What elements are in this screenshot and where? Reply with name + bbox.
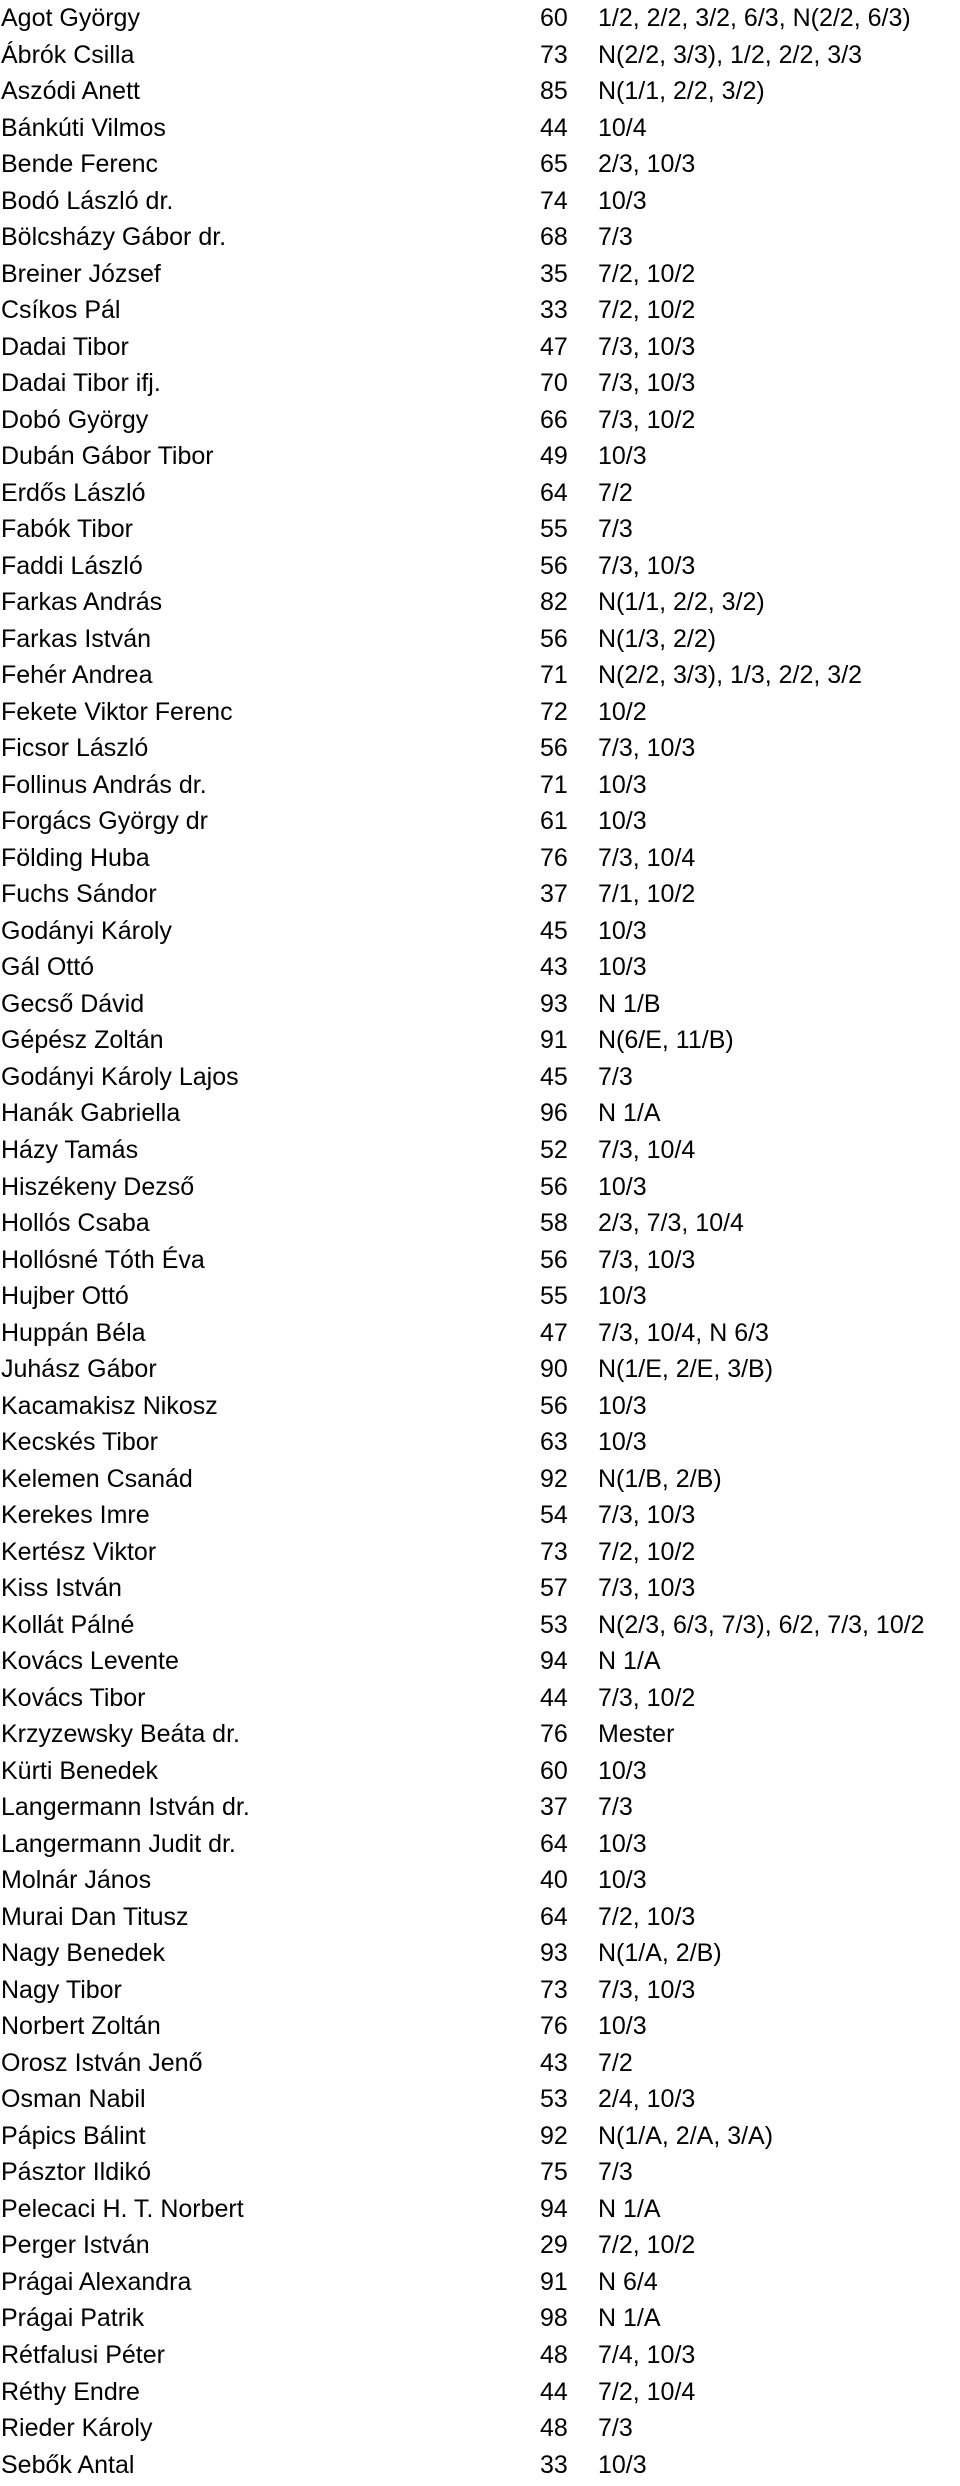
member-name: Forgács György dr xyxy=(1,807,209,836)
member-name: Juhász Gábor xyxy=(1,1355,157,1384)
list-item xyxy=(0,402,960,439)
member-number: 76 xyxy=(540,2012,568,2041)
member-name: Csíkos Pál xyxy=(1,296,121,325)
member-number: 64 xyxy=(540,1829,568,1858)
member-number: 53 xyxy=(540,2085,568,2114)
member-categories: N 1/A xyxy=(598,1647,661,1676)
member-name: Ficsor László xyxy=(1,734,149,763)
member-number: 71 xyxy=(540,661,568,690)
member-number: 57 xyxy=(540,1574,568,1603)
member-name: Fekete Viktor Ferenc xyxy=(1,697,233,726)
member-number: 93 xyxy=(540,989,568,1018)
member-number: 64 xyxy=(540,1902,568,1931)
member-name: Follinus András dr. xyxy=(1,770,207,799)
member-number: 56 xyxy=(540,734,568,763)
member-categories: 7/2, 10/2 xyxy=(598,259,696,288)
member-categories: N 1/A xyxy=(598,2194,661,2223)
member-number: 56 xyxy=(540,1172,568,1201)
list-item xyxy=(0,146,960,183)
list-item xyxy=(0,1935,960,1972)
member-number: 55 xyxy=(540,515,568,544)
member-categories: 10/3 xyxy=(598,2012,647,2041)
member-number: 76 xyxy=(540,843,568,872)
member-categories: 7/2, 10/3 xyxy=(598,1902,696,1931)
list-item xyxy=(0,110,960,147)
list-item xyxy=(0,1570,960,1607)
member-number: 91 xyxy=(540,2267,568,2296)
member-number: 55 xyxy=(540,1282,568,1311)
member-categories: 7/2 xyxy=(598,2048,633,2077)
list-item xyxy=(0,584,960,621)
member-number: 73 xyxy=(540,1975,568,2004)
member-categories: N(1/1, 2/2, 3/2) xyxy=(598,588,765,617)
list-item xyxy=(0,1315,960,1352)
list-item xyxy=(0,2045,960,2082)
member-categories: 7/2, 10/4 xyxy=(598,2377,696,2406)
member-categories: 10/3 xyxy=(598,442,647,471)
member-categories: 7/3, 10/3 xyxy=(598,1574,696,1603)
member-categories: 7/3 xyxy=(598,1062,633,1091)
list-item xyxy=(0,183,960,220)
member-number: 29 xyxy=(540,2231,568,2260)
member-categories: N(2/2, 3/3), 1/2, 2/2, 3/3 xyxy=(598,40,863,69)
list-item xyxy=(0,256,960,293)
member-name: Norbert Zoltán xyxy=(1,2012,161,2041)
member-number: 63 xyxy=(540,1428,568,1457)
member-number: 43 xyxy=(540,2048,568,2077)
member-number: 56 xyxy=(540,551,568,580)
member-name: Fabók Tibor xyxy=(1,515,134,544)
list-item xyxy=(0,1607,960,1644)
member-name: Kovács Levente xyxy=(1,1647,179,1676)
member-number: 92 xyxy=(540,1464,568,1493)
member-categories: 2/3, 7/3, 10/4 xyxy=(598,1209,744,1238)
member-categories: 10/3 xyxy=(598,1866,647,1895)
member-number: 56 xyxy=(540,1245,568,1274)
member-number: 37 xyxy=(540,880,568,909)
member-number: 40 xyxy=(540,1866,568,1895)
list-item xyxy=(0,1789,960,1826)
list-item xyxy=(0,2264,960,2301)
member-name: Nagy Benedek xyxy=(1,1939,166,1968)
list-item xyxy=(0,0,960,37)
member-number: 75 xyxy=(540,2158,568,2187)
list-item xyxy=(0,2447,960,2484)
member-name: Prágai Alexandra xyxy=(1,2267,192,2296)
list-item xyxy=(0,37,960,74)
member-name: Breiner József xyxy=(1,259,161,288)
member-name: Dadai Tibor ifj. xyxy=(1,369,161,398)
member-name: Godányi Károly xyxy=(1,916,172,945)
list-item xyxy=(0,2374,960,2411)
member-number: 72 xyxy=(540,697,568,726)
list-item xyxy=(0,2227,960,2264)
list-item xyxy=(0,1680,960,1717)
member-number: 73 xyxy=(540,1537,568,1566)
member-name: Langermann István dr. xyxy=(1,1793,250,1822)
member-name: Hollósné Tóth Éva xyxy=(1,1245,205,1274)
member-categories: N 1/A xyxy=(598,1099,661,1128)
member-name: Pelecaci H. T. Norbert xyxy=(1,2194,244,2223)
member-categories: 10/3 xyxy=(598,1282,647,1311)
member-categories: 10/3 xyxy=(598,1172,647,1201)
list-item xyxy=(0,1059,960,1096)
list-item xyxy=(0,876,960,913)
list-item xyxy=(0,1862,960,1899)
member-name: Kacamakisz Nikosz xyxy=(1,1391,218,1420)
list-item xyxy=(0,1205,960,1242)
member-name: Kecskés Tibor xyxy=(1,1428,159,1457)
member-number: 93 xyxy=(540,1939,568,1968)
member-categories: 7/3, 10/2 xyxy=(598,1683,696,1712)
member-name: Kertész Viktor xyxy=(1,1537,157,1566)
list-item xyxy=(0,1461,960,1498)
list-item xyxy=(0,1497,960,1534)
member-number: 82 xyxy=(540,588,568,617)
member-name: Godányi Károly Lajos xyxy=(1,1062,239,1091)
member-number: 52 xyxy=(540,1135,568,1164)
member-name: Rieder Károly xyxy=(1,2414,153,2443)
member-categories: N(1/3, 2/2) xyxy=(598,624,717,653)
member-name: Házy Tamás xyxy=(1,1135,139,1164)
member-number: 44 xyxy=(540,2377,568,2406)
member-number: 64 xyxy=(540,478,568,507)
member-number: 45 xyxy=(540,916,568,945)
member-name: Agot György xyxy=(1,4,140,32)
member-name: Hujber Ottó xyxy=(1,1282,129,1311)
member-number: 70 xyxy=(540,369,568,398)
member-number: 37 xyxy=(540,1793,568,1822)
member-categories: 2/4, 10/3 xyxy=(598,2085,696,2114)
member-name: Dadai Tibor xyxy=(1,332,129,361)
member-number: 94 xyxy=(540,1647,568,1676)
member-categories: 7/3, 10/3 xyxy=(598,551,696,580)
member-number: 61 xyxy=(540,807,568,836)
member-name: Rétfalusi Péter xyxy=(1,2341,165,2369)
member-categories: 10/3 xyxy=(598,770,647,799)
list-item xyxy=(0,1351,960,1388)
member-name: Nagy Tibor xyxy=(1,1975,122,2004)
member-categories: 7/3, 10/3 xyxy=(598,1245,696,1274)
list-item xyxy=(0,292,960,329)
member-categories: 7/3, 10/3 xyxy=(598,369,696,398)
member-number: 56 xyxy=(540,624,568,653)
list-item xyxy=(0,1753,960,1790)
member-categories: N(1/1, 2/2, 3/2) xyxy=(598,77,765,106)
member-categories: 10/3 xyxy=(598,807,647,836)
member-name: Dubán Gábor Tibor xyxy=(1,442,214,471)
member-categories: 7/1, 10/2 xyxy=(598,880,696,909)
member-categories: 7/3, 10/4 xyxy=(598,843,696,872)
member-number: 73 xyxy=(540,40,568,69)
member-number: 49 xyxy=(540,442,568,471)
member-categories: 2/3, 10/3 xyxy=(598,150,696,179)
member-number: 35 xyxy=(540,259,568,288)
member-name: Dobó György xyxy=(1,405,149,434)
member-number: 66 xyxy=(540,405,568,434)
member-name: Bölcsházy Gábor dr. xyxy=(1,223,227,252)
list-item xyxy=(0,438,960,475)
list-item xyxy=(0,1242,960,1279)
member-number: 68 xyxy=(540,223,568,252)
member-name: Pápics Bálint xyxy=(1,2121,146,2150)
member-categories: N(2/2, 3/3), 1/3, 2/2, 3/2 xyxy=(598,661,863,690)
member-categories: 7/3 xyxy=(598,2414,633,2443)
member-name: Aszódi Anett xyxy=(1,77,140,106)
member-name: Kürti Benedek xyxy=(1,1756,159,1785)
list-item xyxy=(0,1534,960,1571)
member-categories: 1/2, 2/2, 3/2, 6/3, N(2/2, 6/3) xyxy=(598,4,911,32)
member-name: Farkas András xyxy=(1,588,163,617)
list-item xyxy=(0,694,960,731)
member-name: Krzyzewsky Beáta dr. xyxy=(1,1720,240,1749)
member-categories: 10/3 xyxy=(598,1428,647,1457)
member-number: 85 xyxy=(540,77,568,106)
list-item xyxy=(0,1022,960,1059)
member-number: 48 xyxy=(540,2341,568,2369)
member-categories: Mester xyxy=(598,1720,675,1749)
member-name: Pásztor Ildikó xyxy=(1,2158,152,2187)
list-item xyxy=(0,475,960,512)
list-item xyxy=(0,2337,960,2374)
list-item xyxy=(0,767,960,804)
list-item xyxy=(0,2154,960,2191)
list-item xyxy=(0,986,960,1023)
member-number: 45 xyxy=(540,1062,568,1091)
member-name: Murai Dan Titusz xyxy=(1,1902,189,1931)
member-name: Kiss István xyxy=(1,1574,122,1603)
list-item xyxy=(0,949,960,986)
member-number: 71 xyxy=(540,770,568,799)
list-item xyxy=(0,1826,960,1863)
member-categories: 10/3 xyxy=(598,916,647,945)
member-number: 96 xyxy=(540,1099,568,1128)
member-number: 74 xyxy=(540,186,568,215)
member-name: Prágai Patrik xyxy=(1,2304,145,2333)
member-categories: 7/3, 10/3 xyxy=(598,1501,696,1530)
list-item xyxy=(0,730,960,767)
member-categories: N(1/E, 2/E, 3/B) xyxy=(598,1355,774,1384)
member-categories: 7/3 xyxy=(598,1793,633,1822)
member-categories: 10/3 xyxy=(598,1829,647,1858)
member-number: 94 xyxy=(540,2194,568,2223)
list-item xyxy=(0,2081,960,2118)
list-item xyxy=(0,657,960,694)
member-name: Hollós Csaba xyxy=(1,1209,150,1238)
member-categories: 7/3 xyxy=(598,2158,633,2187)
member-name: Langermann Judit dr. xyxy=(1,1829,236,1858)
member-number: 44 xyxy=(540,113,568,142)
member-name: Gecső Dávid xyxy=(1,989,145,1018)
member-name: Gál Ottó xyxy=(1,953,95,982)
member-name: Huppán Béla xyxy=(1,1318,146,1347)
member-number: 65 xyxy=(540,150,568,179)
member-number: 92 xyxy=(540,2121,568,2150)
member-name: Fuchs Sándor xyxy=(1,880,157,909)
list-item xyxy=(0,329,960,366)
member-categories: 7/4, 10/3 xyxy=(598,2341,696,2369)
member-categories: 7/2, 10/2 xyxy=(598,296,696,325)
member-number: 60 xyxy=(540,4,568,32)
list-item xyxy=(0,2410,960,2447)
member-name: Ábrók Csilla xyxy=(1,40,135,69)
list-item xyxy=(0,219,960,256)
member-name: Osman Nabil xyxy=(1,2085,146,2114)
member-categories: N(2/3, 6/3, 7/3), 6/2, 7/3, 10/2 xyxy=(598,1610,925,1639)
member-name: Perger István xyxy=(1,2231,150,2260)
member-number: 33 xyxy=(540,2450,568,2479)
member-number: 33 xyxy=(540,296,568,325)
member-categories: N(1/A, 2/A, 3/A) xyxy=(598,2121,774,2150)
member-number: 90 xyxy=(540,1355,568,1384)
member-name: Sebők Antal xyxy=(1,2450,135,2479)
member-categories: N(1/B, 2/B) xyxy=(598,1464,722,1493)
list-item xyxy=(0,840,960,877)
member-categories: 7/3, 10/4 xyxy=(598,1135,696,1164)
member-categories: 7/2 xyxy=(598,478,633,507)
member-name: Földing Huba xyxy=(1,843,150,872)
member-categories: 7/3, 10/3 xyxy=(598,1975,696,2004)
member-number: 47 xyxy=(540,332,568,361)
member-name: Orosz István Jenő xyxy=(1,2048,203,2077)
list-item xyxy=(0,1899,960,1936)
list-item xyxy=(0,2300,960,2337)
member-number: 56 xyxy=(540,1391,568,1420)
member-categories: 10/3 xyxy=(598,953,647,982)
list-item xyxy=(0,1972,960,2009)
list-item xyxy=(0,548,960,585)
member-name: Réthy Endre xyxy=(1,2377,140,2406)
list-item xyxy=(0,913,960,950)
list-item xyxy=(0,1132,960,1169)
member-name: Fehér Andrea xyxy=(1,661,153,690)
member-categories: 7/3, 10/3 xyxy=(598,734,696,763)
member-number: 44 xyxy=(540,1683,568,1712)
member-categories: 7/3, 10/4, N 6/3 xyxy=(598,1318,769,1347)
list-item xyxy=(0,621,960,658)
list-item xyxy=(0,1169,960,1206)
list-item xyxy=(0,1424,960,1461)
list-item xyxy=(0,73,960,110)
member-categories: N 6/4 xyxy=(598,2267,658,2296)
member-number: 76 xyxy=(540,1720,568,1749)
list-item xyxy=(0,1643,960,1680)
member-categories: N 1/B xyxy=(598,989,661,1018)
member-categories: 7/3 xyxy=(598,515,633,544)
member-categories: 7/2, 10/2 xyxy=(598,2231,696,2260)
list-item xyxy=(0,2118,960,2155)
member-name: Farkas István xyxy=(1,624,152,653)
member-name: Gépész Zoltán xyxy=(1,1026,164,1055)
member-name: Kollát Pálné xyxy=(1,1610,135,1639)
member-categories: 10/2 xyxy=(598,697,647,726)
member-name: Molnár János xyxy=(1,1866,152,1895)
list-item xyxy=(0,511,960,548)
member-name: Faddi László xyxy=(1,551,143,580)
member-name: Erdős László xyxy=(1,478,146,507)
member-number: 48 xyxy=(540,2414,568,2443)
list-item xyxy=(0,365,960,402)
member-categories: N 1/A xyxy=(598,2304,661,2333)
member-categories: 7/3, 10/2 xyxy=(598,405,696,434)
member-number: 53 xyxy=(540,1610,568,1639)
list-item xyxy=(0,2191,960,2228)
member-categories: 10/3 xyxy=(598,1391,647,1420)
member-categories: 10/4 xyxy=(598,113,647,142)
list-item xyxy=(0,803,960,840)
list-item xyxy=(0,1278,960,1315)
member-name: Kerekes Imre xyxy=(1,1501,150,1530)
member-categories: 7/3 xyxy=(598,223,633,252)
member-categories: N(1/A, 2/B) xyxy=(598,1939,722,1968)
member-name: Hanák Gabriella xyxy=(1,1099,181,1128)
member-categories: 7/3, 10/3 xyxy=(598,332,696,361)
member-categories: 10/3 xyxy=(598,1756,647,1785)
member-number: 54 xyxy=(540,1501,568,1530)
member-number: 98 xyxy=(540,2304,568,2333)
list-item xyxy=(0,1716,960,1753)
member-number: 58 xyxy=(540,1209,568,1238)
member-number: 43 xyxy=(540,953,568,982)
member-name: Kelemen Csanád xyxy=(1,1464,193,1493)
member-name: Bende Ferenc xyxy=(1,150,159,179)
member-categories: 7/2, 10/2 xyxy=(598,1537,696,1566)
member-number: 47 xyxy=(540,1318,568,1347)
list-item xyxy=(0,1388,960,1425)
member-name: Bodó László dr. xyxy=(1,186,174,215)
member-categories: 10/3 xyxy=(598,2450,647,2479)
member-categories: 10/3 xyxy=(598,186,647,215)
member-number: 60 xyxy=(540,1756,568,1785)
member-categories: N(6/E, 11/B) xyxy=(598,1026,734,1055)
list-item xyxy=(0,2008,960,2045)
member-name: Bánkúti Vilmos xyxy=(1,113,166,142)
member-name: Hiszékeny Dezső xyxy=(1,1172,195,1201)
list-item xyxy=(0,1095,960,1132)
member-name: Kovács Tibor xyxy=(1,1683,146,1712)
member-number: 91 xyxy=(540,1026,568,1055)
